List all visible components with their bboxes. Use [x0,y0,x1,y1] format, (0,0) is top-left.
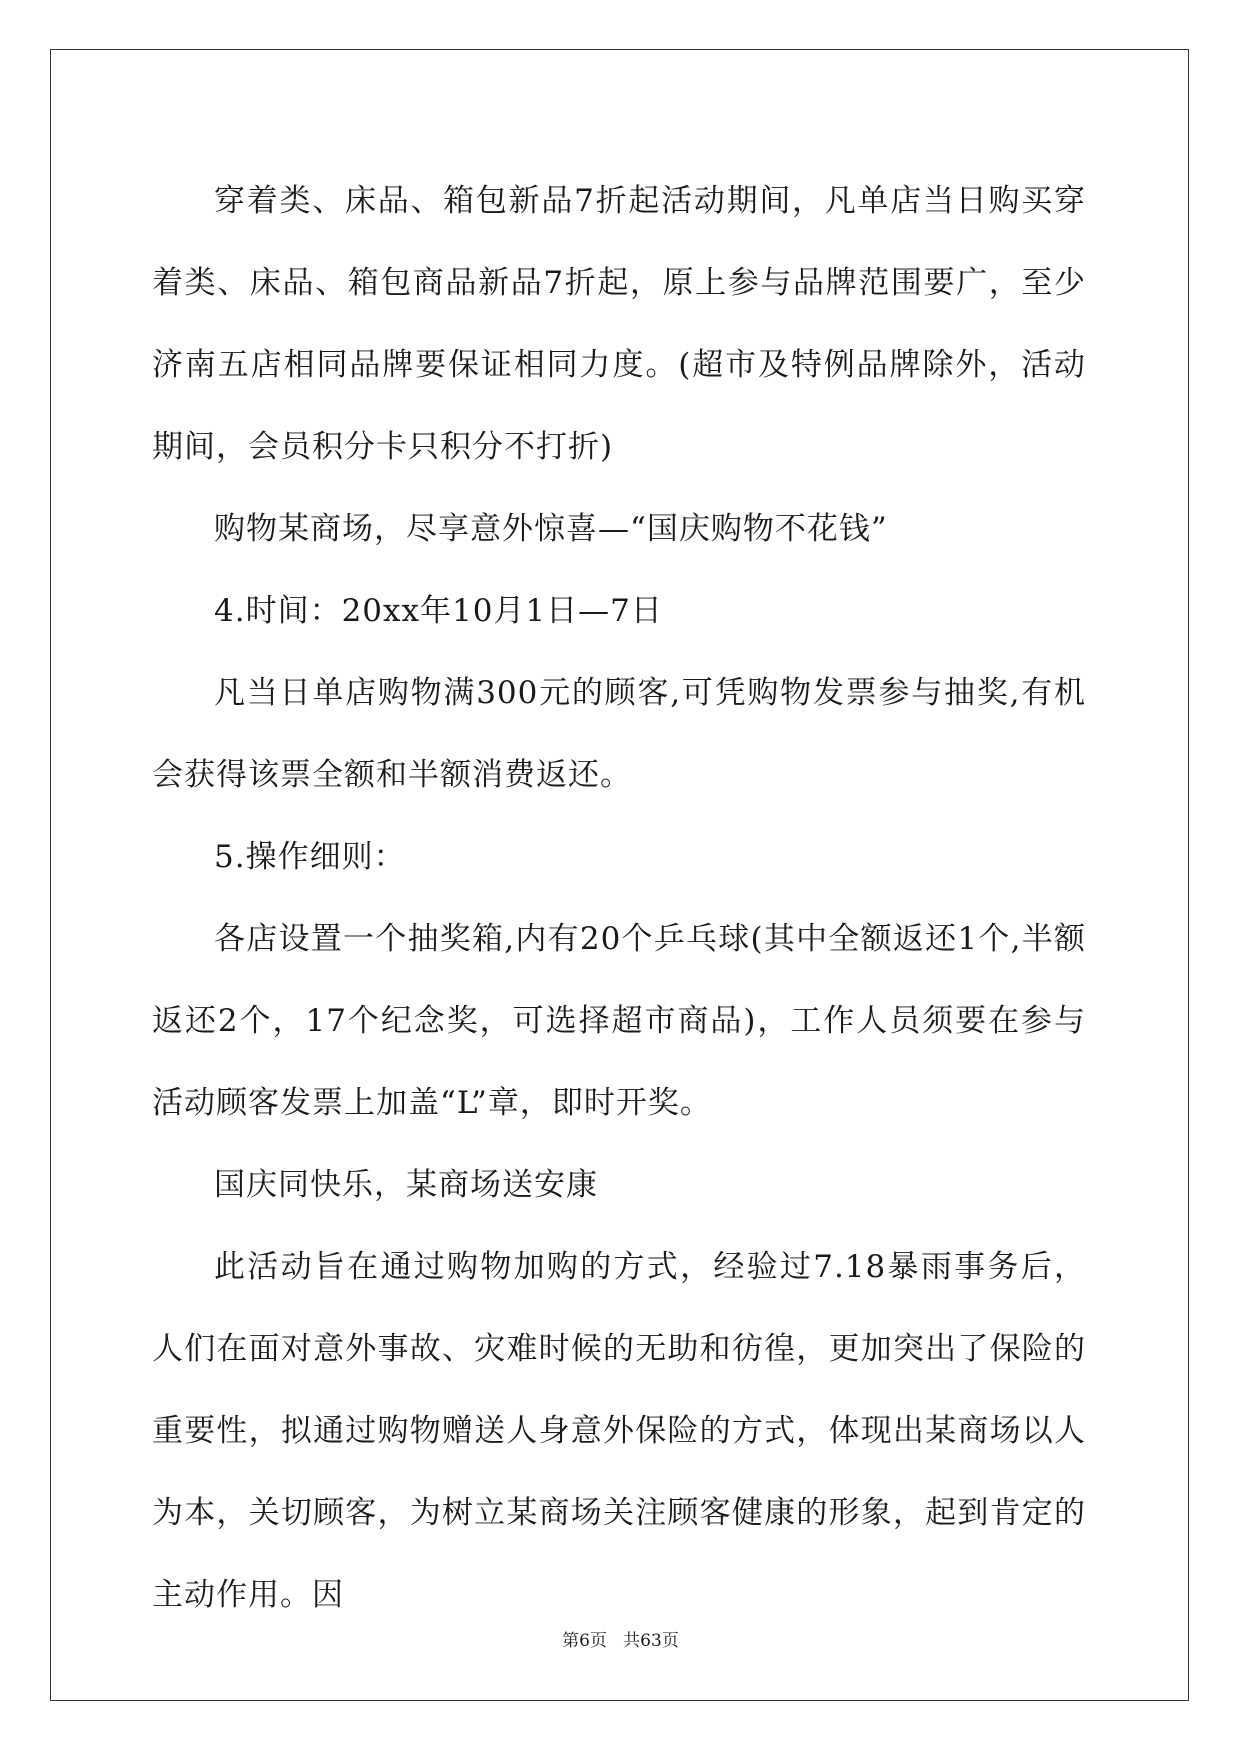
page-footer [0,1626,1241,1651]
paragraph-apparel-discount: 穿着类、床品、箱包新品7折起活动期间，凡单店当日购买穿着类、床品、箱包商品新品7折起，原上参与品牌范围要广，至少济南五店相同品牌要保证相同力度。(超市及特例品牌除外，活动期间，会员积分卡只积分不打折) [152,183,1086,465]
paragraph-insurance: 此活动旨在通过购物加购的方式，经验过7.18暴雨事务后，人们在面对意外事故、灾难时候的无助和彷徨，更加突出了保险的重要性，拟通过购物赠送人身意外保险的方式，体现出某商场以人为本，关切顾客，为树立某商场关注顾客健康的形象，起到肯定的主动作用。因 [152,1249,1086,1613]
paragraph-operation-heading: 5.操作细则： [214,839,406,875]
paragraph-lottery-rule: 凡当日单店购物满300元的顾客,可凭购物发票参与抽奖,有机会获得该票全额和半额消费返还。 [152,675,1086,793]
paragraph-safety-heading: 国庆同快乐，某商场送安康 [214,1167,598,1203]
document-body [152,160,1086,1636]
paragraph-promo-slogan: 购物某商场，尽享意外惊喜—“国庆购物不花钱” [214,511,888,547]
page-number: 第6页 共63页 [562,1631,679,1651]
paragraph-lottery-box: 各店设置一个抽奖箱,内有20个乒乓球(其中全额返还1个,半额返还2个，17个纪念奖，可选择超市商品)，工作人员须要在参与活动顾客发票上加盖“L”章，即时开奖。 [152,921,1086,1121]
paragraph-time: 4.时间：20xx年10月1日—7日 [214,593,663,629]
